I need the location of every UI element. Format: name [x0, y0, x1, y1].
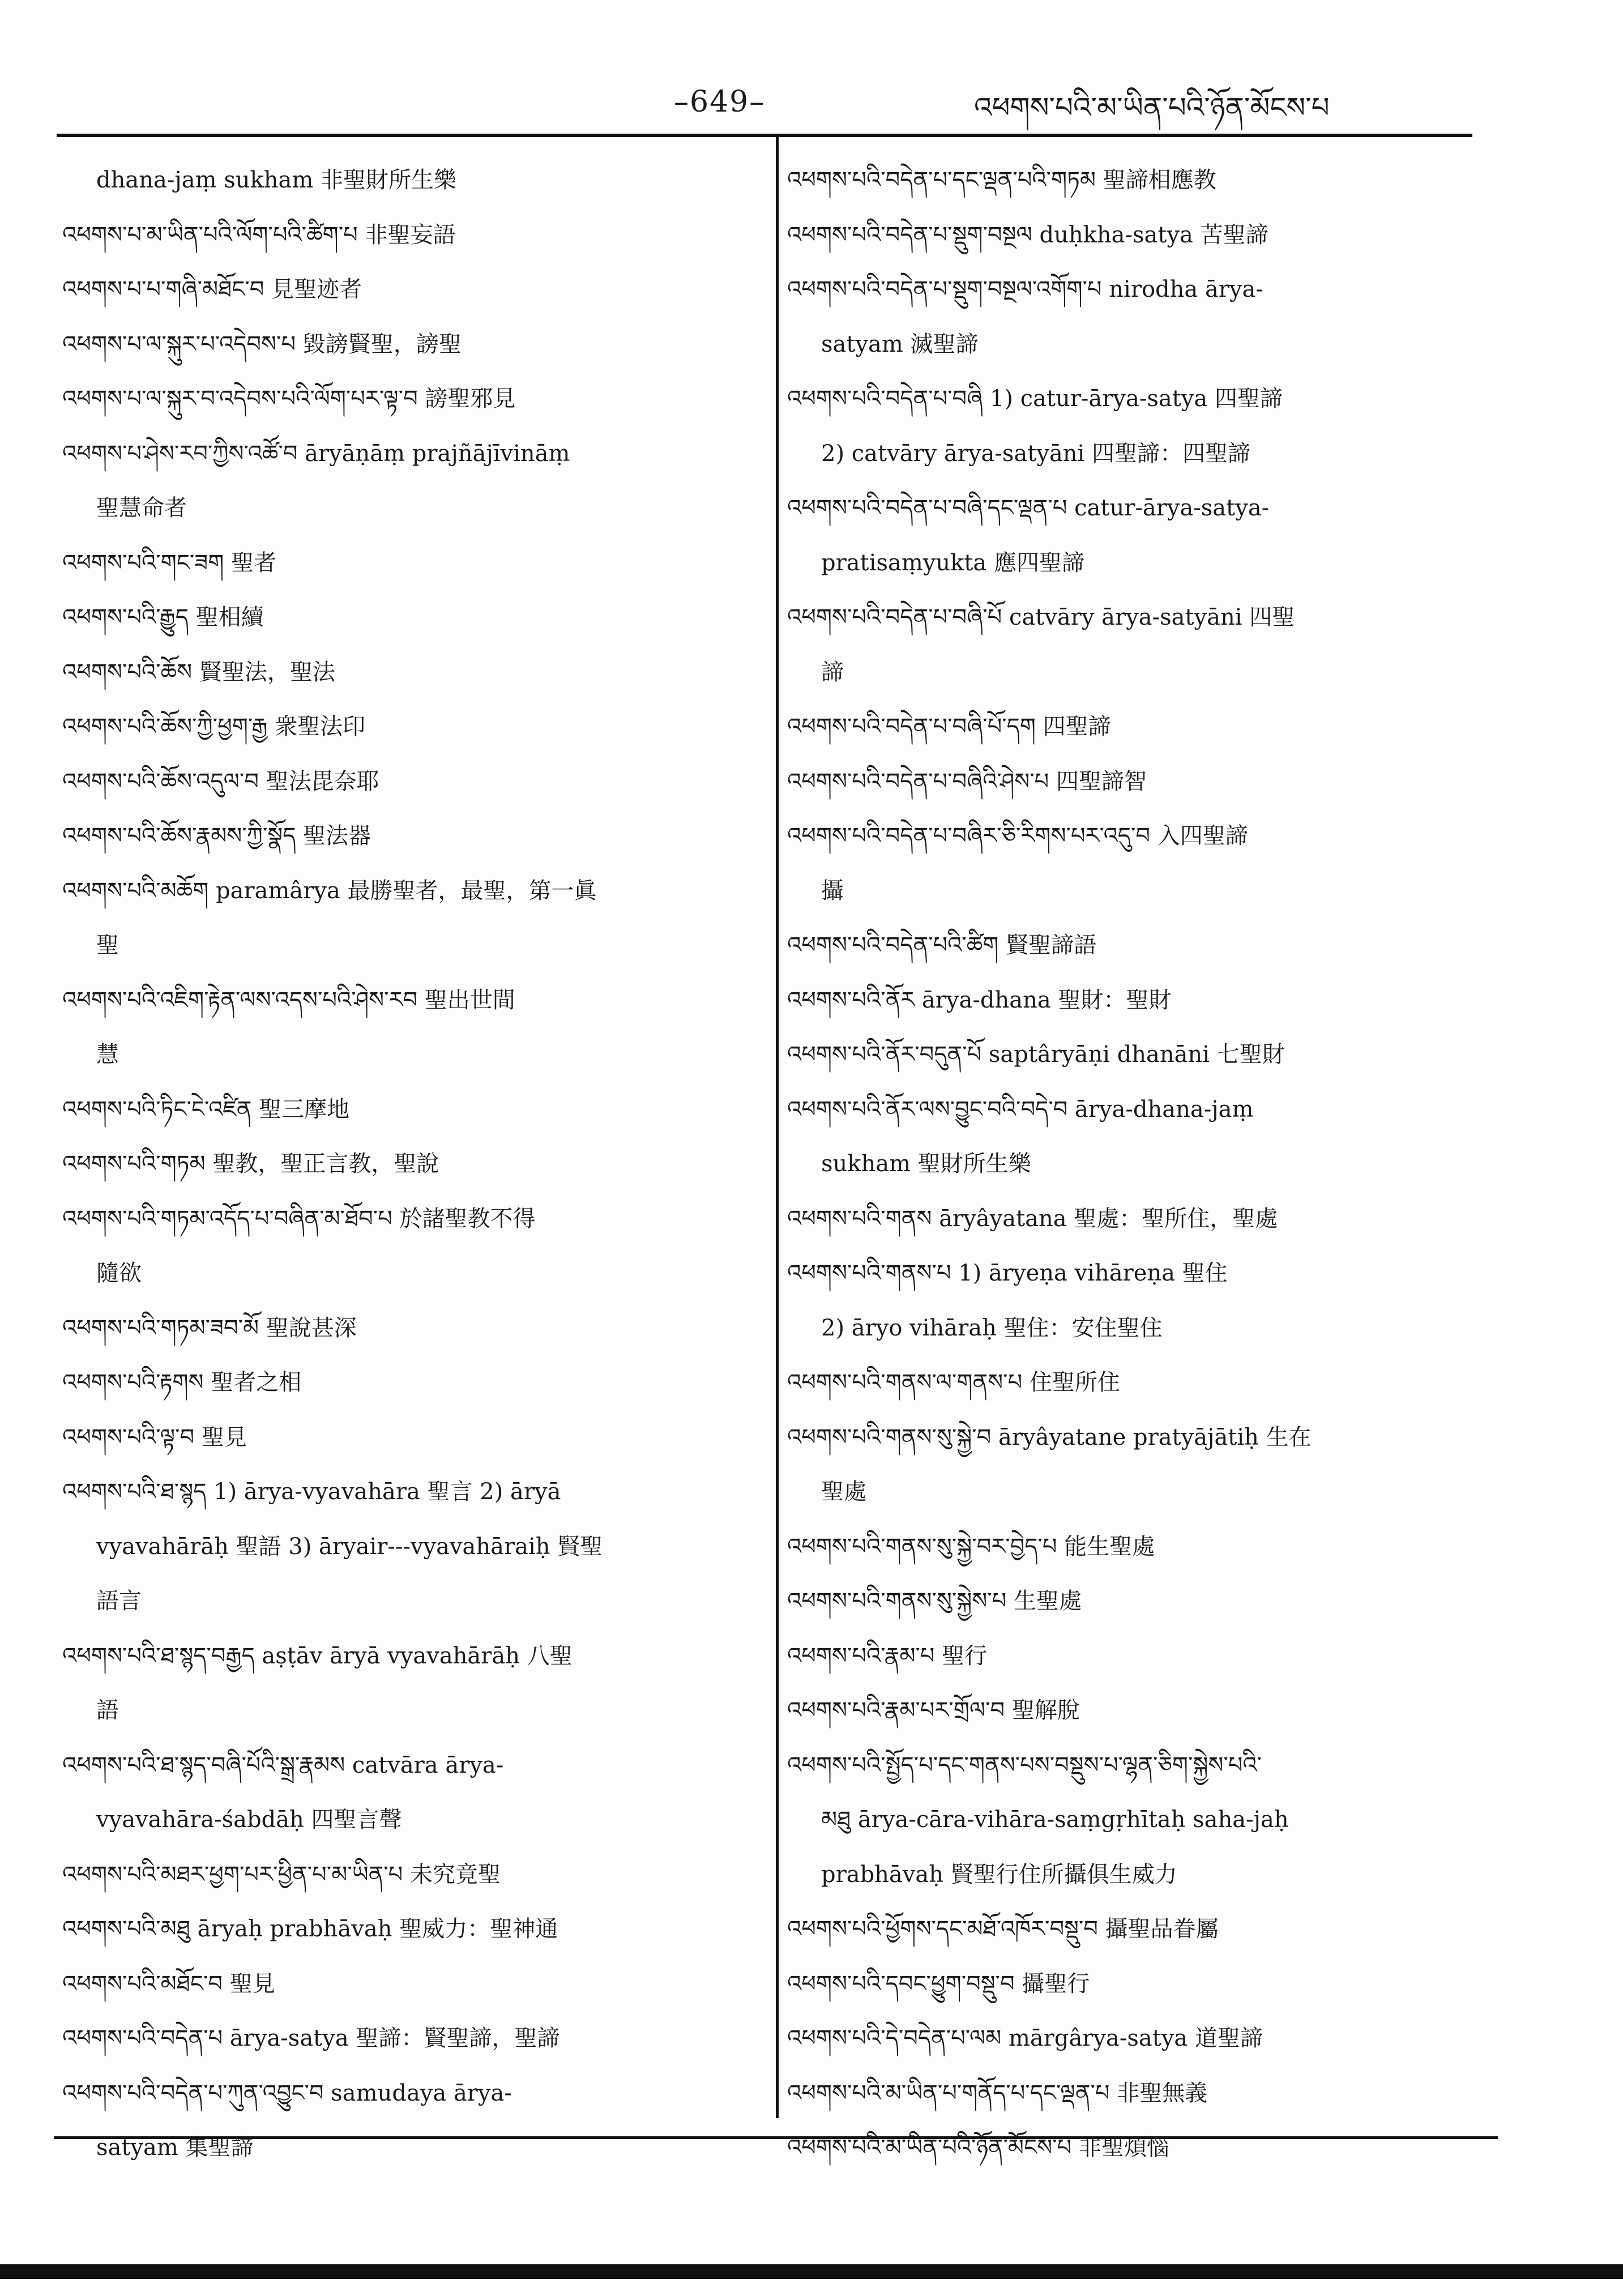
dictionary-line: འཕགས་པའི་གནས་ལ་གནས་པ 住聖所住 — [787, 1369, 1120, 1395]
dictionary-line: prabhāvaḥ 賢聖行住所攝俱生威力 — [821, 1861, 1177, 1888]
right-column — [787, 153, 1489, 2175]
dictionary-line: འཕགས་པ་ལ་སྐུར་བ་འདེབས་པའི་ལོག་པར་ལྟ་བ 謗聖邪見 — [62, 386, 516, 412]
dictionary-line: འཕགས་པའི་ཐ་སྙད་བཞི་པོའི་སྒྲ་རྣམས catvāra ārya- — [62, 1752, 504, 1778]
header-rule — [57, 134, 1472, 137]
dictionary-line: འཕགས་པའི་གནས āryâyatana 聖處：聖所住，聖處 — [787, 1205, 1278, 1232]
dictionary-line: འཕགས་པའི་བདེན་པ་ཀུན་འབྱུང་བ samudaya ārya- — [62, 2080, 512, 2106]
dictionary-line: འཕགས་པའི་དེ་བདེན་པ་ལམ mārgârya-satya 道聖諦 — [787, 2025, 1263, 2051]
dictionary-line: 語 — [96, 1697, 119, 1723]
dictionary-line: འཕགས་པའི་ཆོས་རྣམས་ཀྱི་སྣོད 聖法器 — [62, 823, 371, 849]
dictionary-line: འཕགས་པའི་རྟགས 聖者之相 — [62, 1369, 302, 1395]
dictionary-line: 聖慧命者 — [96, 495, 187, 521]
dictionary-line: འཕགས་པའི་བདེན་པ་བཞི་པོ catvāry ārya-satyāni 四聖 — [787, 604, 1295, 630]
dictionary-line: འཕགས་པའི་བདེན་པ་བཞི་དང་ལྡན་པ catur-ārya-satya- — [787, 495, 1270, 521]
dictionary-line: འཕགས་པའི་བདེན་པ་བཞི 1) catur-ārya-satya 四聖諦 — [787, 386, 1283, 412]
dictionary-line: འཕགས་པའི་གནས་སུ་སྐྱེས་པ 生聖處 — [787, 1588, 1082, 1614]
dictionary-line: འཕགས་པའི་བདེན་པ་བཞིར་ཅི་རིགས་པར་འདུ་བ 入四聖諦 — [787, 823, 1248, 849]
dictionary-line: འཕགས་པའི་ནོར ārya-dhana 聖財：聖財 — [787, 987, 1172, 1013]
dictionary-line: འཕགས་པའི་གཏམ 聖教，聖正言教，聖說 — [62, 1151, 439, 1177]
dictionary-line: འཕགས་པའི་སྤྱོད་པ་དང་གནས་པས་བསྡུས་པ་ལྷན་ཅིག་སྐྱེས་པའི་ — [787, 1752, 1262, 1778]
dictionary-line: འཕགས་པའི་རྣམ་པར་གྲོལ་བ 聖解脫 — [787, 1697, 1080, 1723]
dictionary-line: འཕགས་པའི་བདེན་པ་དང་ལྡན་པའི་གཏམ 聖諦相應教 — [787, 167, 1216, 193]
dictionary-line: འཕགས་པའི་བདེན་པ་སྡུག་བསྔལ duḥkha-satya 苦聖諦 — [787, 221, 1268, 248]
footer-rule — [54, 2136, 1498, 2139]
column-divider — [776, 136, 779, 2118]
dictionary-line: མཐུ ārya-cāra-vihāra-saṃgṛhītaḥ saha-jaḥ — [821, 1807, 1289, 1833]
dictionary-line: འཕགས་པའི་ནོར་བདུན་པོ saptâryāṇi dhanāni 七聖財 — [787, 1042, 1285, 1068]
dictionary-line: 諦 — [821, 659, 844, 685]
dictionary-line: satyam 集聖諦 — [96, 2135, 254, 2161]
dictionary-line: འཕགས་པའི་དབང་ཕྱུག་བསྡུ་བ 攝聖行 — [787, 1970, 1090, 1997]
dictionary-line: འཕགས་པའི་གཏམ་འདོད་པ་བཞིན་མ་ཐོབ་པ 於諸聖教不得 — [62, 1205, 536, 1232]
dictionary-line: འཕགས་པའི་རྒྱུད 聖相續 — [62, 604, 264, 630]
dictionary-line: འཕགས་པའི་བདེན་པ་བཞི་པོ་དག 四聖諦 — [787, 714, 1111, 740]
dictionary-line: འཕགས་པའི་མཆོག paramârya 最勝聖者，最聖，第一眞 — [62, 877, 597, 904]
dictionary-line: འཕགས་པའི་གནས་པ 1) āryeṇa vihāreṇa 聖住 — [787, 1260, 1228, 1286]
dictionary-line: འཕགས་པའི་མཐུ āryaḥ prabhāvaḥ 聖威力：聖神通 — [62, 1916, 558, 1942]
dictionary-line: 2) āryo vihāraḥ 聖住：安住聖住 — [821, 1315, 1163, 1341]
dictionary-line: འཕགས་པའི་མ་ཡིན་པ་གནོད་པ་དང་ལྡན་པ 非聖無義 — [787, 2080, 1208, 2106]
dictionary-line: pratisaṃyukta 應四聖諦 — [821, 549, 1084, 576]
dictionary-line: འཕགས་པའི་ཐ་སྙད 1) ārya-vyavahāra 聖言 2) āryā — [62, 1479, 561, 1505]
dictionary-line: vyavahārāḥ 聖語 3) āryair---vyavahāraiḥ 賢聖 — [96, 1533, 603, 1560]
dictionary-line: འཕགས་པའི་མཐོང་བ 聖見 — [62, 1970, 275, 1997]
dictionary-line: འཕགས་པའི་ཆོས 賢聖法，聖法 — [62, 659, 335, 685]
dictionary-line: འཕགས་པའི་གནས་སུ་སྐྱེ་བ āryâyatane pratyājātiḥ 生在 — [787, 1424, 1312, 1450]
dictionary-line: 攝 — [821, 877, 844, 904]
dictionary-line: dhana-jaṃ sukham 非聖財所生樂 — [96, 167, 457, 193]
dictionary-line: འཕགས་པའི་མ་ཡིན་པའི་ཉོན་མོངས་པ 非聖煩惱 — [787, 2135, 1169, 2161]
dictionary-line: འཕགས་པའི་མཐར་ཕྱག་པར་ཕྱིན་པ་མ་ཡིན་པ 未究竟聖 — [62, 1861, 501, 1888]
dictionary-line: vyavahāra-śabdāḥ 四聖言聲 — [96, 1807, 402, 1833]
dictionary-line: འཕགས་པའི་བདེན་པའི་ཚིག 賢聖諦語 — [787, 932, 1097, 958]
dictionary-line: འཕགས་པའི་བདེན་པ་བཞིའི་ཤེས་པ 四聖諦智 — [787, 768, 1147, 795]
dictionary-line: འཕགས་པ་ལ་སྐུར་པ་འདེབས་པ 毀謗賢聖，謗聖 — [62, 331, 462, 357]
dictionary-line: འཕགས་པའི་ཆོས་ཀྱི་ཕྱག་རྒྱ 衆聖法印 — [62, 714, 366, 740]
dictionary-line: 語言 — [96, 1588, 142, 1614]
dictionary-line: འཕགས་པའི་ལྟ་བ 聖見 — [62, 1424, 247, 1450]
dictionary-line: འཕགས་པའི་གནས་སུ་སྐྱེ་བར་བྱེད་པ 能生聖處 — [787, 1533, 1155, 1560]
dictionary-line: འཕགས་པ་ཤེས་རབ་ཀྱིས་འཚོ་བ āryāṇāṃ prajñājīvināṃ — [62, 440, 570, 467]
dictionary-line: འཕགས་པ་པ་གཞི་མཐོང་བ 見聖迹者 — [62, 276, 362, 302]
running-head: འཕགས་པའི་མ་ཡིན་པའི་ཉོན་མོངས་པ — [974, 91, 1330, 124]
dictionary-line: 聖處 — [821, 1479, 866, 1505]
dictionary-line: 隨欲 — [96, 1260, 142, 1286]
dictionary-line: sukham 聖財所生樂 — [821, 1151, 1031, 1177]
dictionary-line: satyam 滅聖諦 — [821, 331, 979, 357]
dictionary-line: འཕགས་པའི་ཏིང་ངེ་འཛིན 聖三摩地 — [62, 1096, 350, 1123]
dictionary-line: འཕགས་པའི་ཆོས་འདུལ་བ 聖法毘奈耶 — [62, 768, 379, 795]
dictionary-line: འཕགས་པའི་ཐ་སྙད་བརྒྱད aṣṭāv āryā vyavahārāḥ 八聖 — [62, 1642, 573, 1669]
dictionary-line: འཕགས་པའི་འཇིག་རྟེན་ལས་འདས་པའི་ཤེས་རབ 聖出世間 — [62, 987, 515, 1013]
dictionary-line: 2) catvāry ārya-satyāni 四聖諦：四聖諦 — [821, 440, 1251, 467]
dictionary-line: འཕགས་པའི་གཏམ་ཟབ་མོ 聖說甚深 — [62, 1315, 357, 1341]
dictionary-line: འཕགས་པའི་བདེན་པ ārya-satya 聖諦：賢聖諦，聖諦 — [62, 2025, 560, 2051]
dictionary-line: 慧 — [96, 1042, 119, 1068]
left-column — [62, 153, 759, 2175]
page-number: –649– — [674, 85, 766, 119]
dictionary-line: འཕགས་པའི་ནོར་ལས་བྱུང་བའི་བདེ་བ ārya-dhana-jaṃ — [787, 1096, 1254, 1123]
dictionary-line: འཕགས་པའི་གང་ཟག 聖者 — [62, 549, 277, 576]
scan-edge-bar — [0, 2264, 1623, 2279]
dictionary-line: འཕགས་པའི་བདེན་པ་སྡུག་བསྔལ་འགོག་པ nirodha ārya- — [787, 276, 1263, 302]
dictionary-line: 聖 — [96, 932, 119, 958]
dictionary-line: འཕགས་པ་མ་ཡིན་པའི་ལོག་པའི་ཚིག་པ 非聖妄語 — [62, 221, 456, 248]
dictionary-line: འཕགས་པའི་རྣམ་པ 聖行 — [787, 1642, 988, 1669]
dictionary-line: འཕགས་པའི་ཕྱོགས་དང་མཐོ་འཁོར་བསྡུ་བ 攝聖品眷屬 — [787, 1916, 1219, 1942]
